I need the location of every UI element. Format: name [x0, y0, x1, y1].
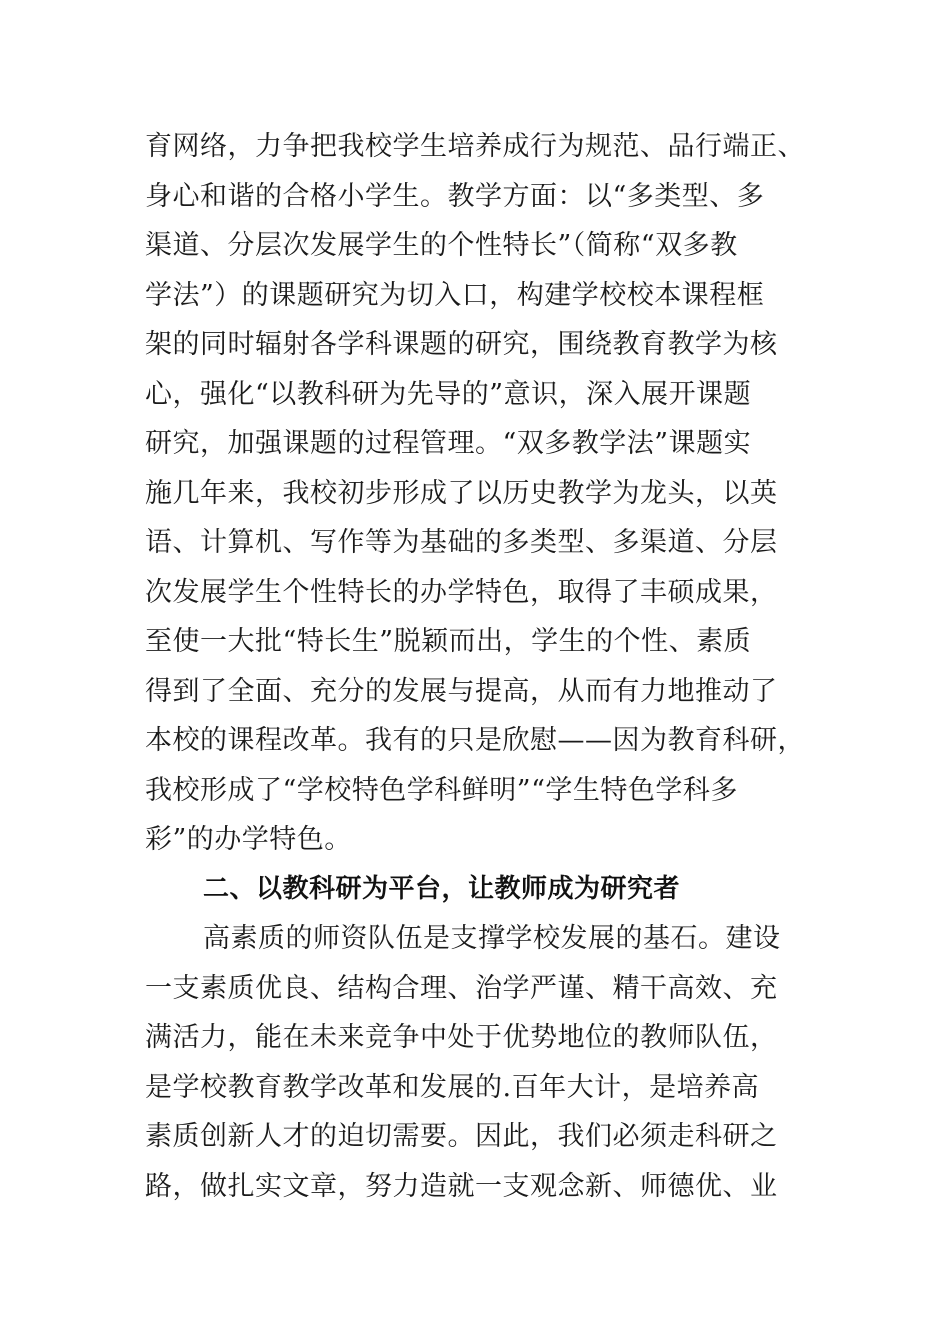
paragraph-line: 语、计算机、写作等为基础的多类型、多渠道、分层 [145, 527, 778, 558]
paragraph-line: 是学校教育教学改革和发展的.百年大计，是培养高 [145, 1071, 760, 1103]
paragraph-line: 育网络，力争把我校学生培养成行为规范、品行端正、 [145, 131, 805, 162]
paragraph-line: 心，强化“以教科研为先导的”意识，深入展开课题 [145, 378, 752, 410]
paragraph-line: 架的同时辐射各学科课题的研究，围绕教育教学为核 [145, 329, 778, 360]
paragraph-line: 学法”）的课题研究为切入口，构建学校校本课程框 [145, 279, 765, 311]
paragraph-line: 我校形成了“学校特色学科鲜明”“学生特色学科多 [145, 774, 738, 806]
paragraph-line: 身心和谐的合格小学生。教学方面：以“多类型、多 [145, 180, 765, 212]
paragraph-line: 渠道、分层次发展学生的个性特长”（简称“双多教 [145, 230, 738, 261]
paragraph-line: 本校的课程改革。我有的只是欣慰——因为教育科研， [145, 725, 805, 756]
paragraph-line: 次发展学生个性特长的办学特色，取得了丰硕成果， [145, 576, 778, 608]
paragraph-line: 素质创新人才的迫切需要。因此，我们必须走科研之 [145, 1121, 778, 1152]
paragraph-line: 研究，加强课题的过程管理。“双多教学法”课题实 [145, 428, 752, 459]
paragraph-line: 满活力，能在未来竞争中处于优势地位的教师队伍， [145, 1022, 778, 1053]
paragraph-line: 得到了全面、充分的发展与提高，从而有力地推动了 [145, 675, 778, 707]
paragraph-line: 高素质的师资队伍是支撑学校发展的基石。建设 [203, 923, 781, 954]
section-heading: 二、以教科研为平台，让教师成为研究者 [203, 873, 681, 904]
paragraph-line: 施几年来，我校初步形成了以历史教学为龙头，以英 [145, 477, 778, 509]
paragraph-line: 彩”的办学特色。 [145, 824, 352, 855]
paragraph-line: 至使一大批“特长生”脱颖而出，学生的个性、素质 [145, 626, 752, 657]
paragraph-line: 一支素质优良、结构合理、治学严谨、精干高效、充 [145, 972, 778, 1004]
paragraph-line: 路，做扎实文章，努力造就一支观念新、师德优、业 [145, 1170, 778, 1202]
document-body [145, 122, 825, 1211]
